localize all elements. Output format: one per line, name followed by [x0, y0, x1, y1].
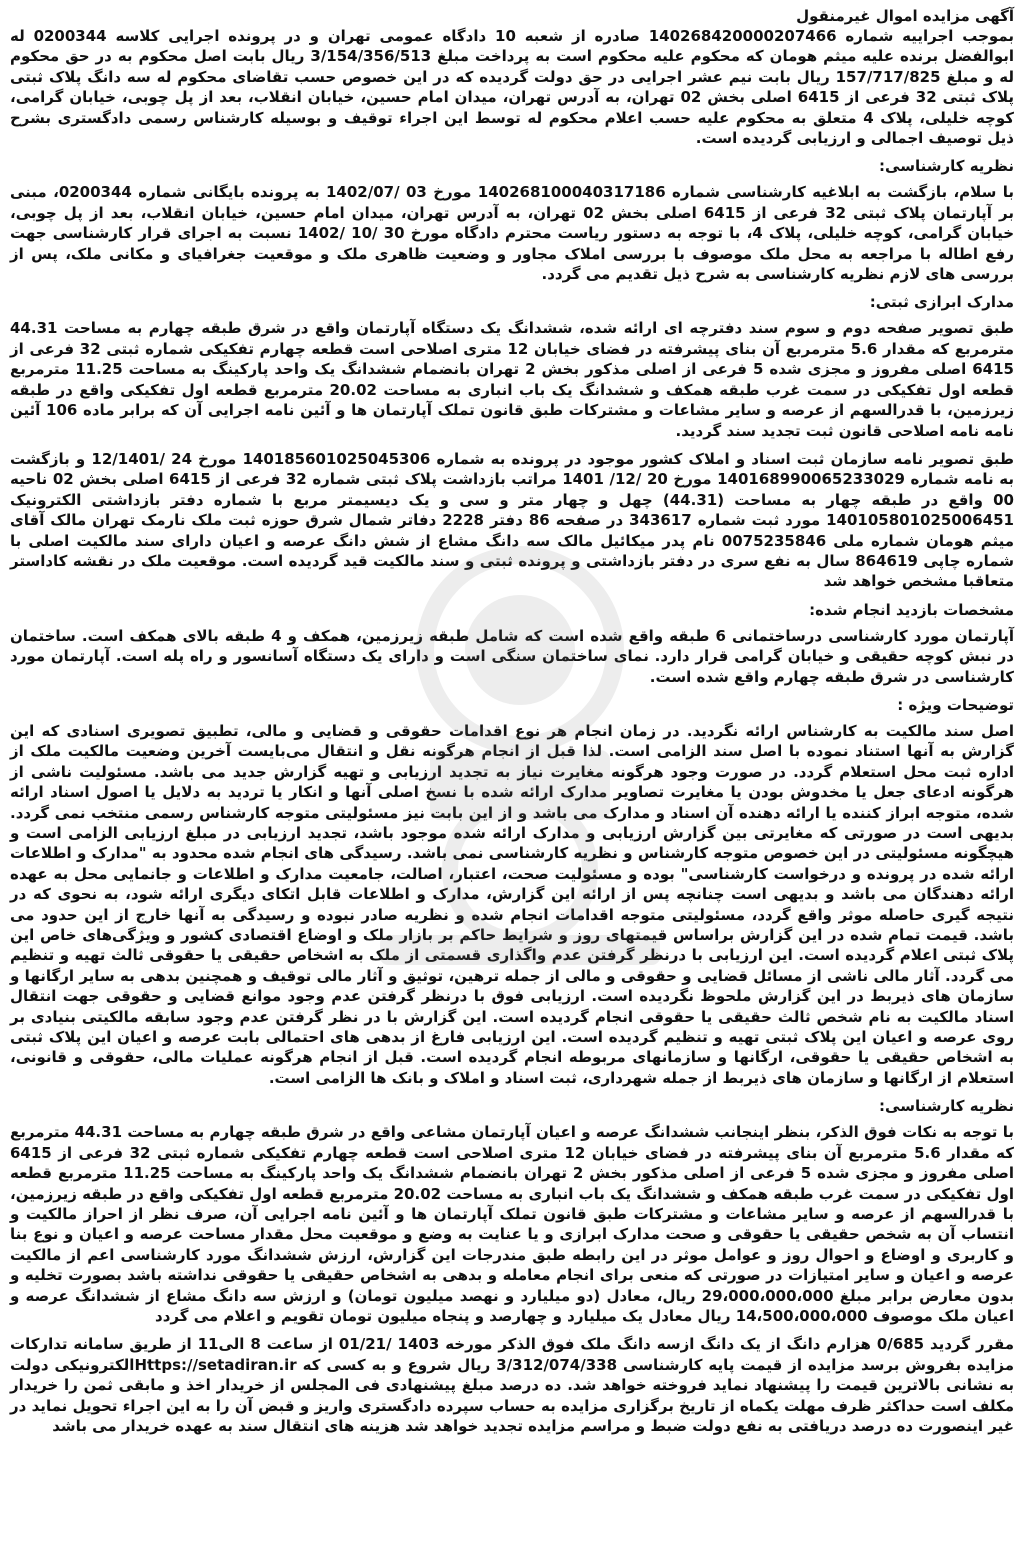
intro-paragraph: بموجب اجراییه شماره 140268420000207466 صادره از شعبه 10 دادگاه عمومی تهران و در پرونده اجرایی کلاسه 0200344 له ابوالفضل برنده علیه میثم هومان که محکوم علیه محکوم است به پرداخت مبلغ 3/154/356/513 ریال بابت اصل محکوم به در حق محکوم له و مبلغ 157/717/825 ریال بابت نیم عشر اجرایی در حق دولت گردیده که در این خصوص حسب تقاضای محکوم له سه دانگ پلاک ثبتی پلاک ثبتی 32 فرعی از 6415 اصلی بخش 02 تهران، به آدرس تهران، میدان امام حسین، خیابان انقلاب، بعد از پل چوبی، خیابان گرامی، کوچه خلیلی، پلاک 4 متعلق به محکوم علیه حسب اعلام محکوم له توسط این اجراء توقیف و بوسیله کارشناس رسمی دادگستری بشرح ذیل توصیف اجمالی و ارزیابی گردیده است. [10, 27, 1015, 148]
section-title: نظریه کارشناسی: [879, 157, 1014, 176]
section-paragraph: با توجه به نکات فوق الذکر، بنظر اینجانب ششدانگ عرصه و اعیان آپارتمان مشاعی واقع در شرق طبقه چهارم به مساحت 44.31 مترمربع که مقدار 5.6 مترمربع آن بنای پیشرفته در فضای خیابان 12 متری اصلاحی است قطعه چهارم تفکیکی شماره ثبتی 32 فرعی از 6415 اصلی مفروز و مجزی شده 5 فرعی از اصلی مذکور بخش 2 تهران بانضمام ششدانگ یک واحد پارکینگ به مساحت 11.25 مترمربع قطعه اول تفکیکی در سمت غرب طبقه همکف و ششدانگ یک باب انباری به مساحت 20.02 مترمربع قطعه اول تفکیکی واقع در طبقه زیرزمین، با قدرالسهم از عرصه و سایر مشاعات و مشترکات طبق قانون تملک آپارتمان ها و آئین نامه اجرایی آن، صرف نظر از احراز مالکیت و انتساب آن به شخص حقیقی یا حقوقی و صحت مدارک ابرازی و یا عنایت به وضع و موقعیت محل مقدار مساحت عرصه و اعیان و نوع بنا و کاربری و اوضاع و احوال روز و عوامل موثر در این رابطه طبق مندرجات این گزارش، ارزش ششدانگ مورد کارشناسی اعم از مالکیت عرصه و اعیان و سایر امتیازات در صورتی که منعی برای انجام معامله و بدهی به اشخاص حقیقی یا حقوقی نداشته باشد بصورت تخلیه و بدون معارض برابر مبلغ 29،000،000،000 ریال، معادل (دو میلیارد و نهصد میلیون تومان) و ارزش سه دانگ مشاع از ششدانگ عرصه و اعیان ملک موصوف 14،500،000،000 ریال معادل یک میلیارد و چهارصد و پنجاه میلیون تومان تقویم و اعلام می گردد [10, 1123, 1014, 1325]
closing-paragraph: مقرر گردید 0/685 هزارم دانگ از یک دانگ ازسه دانگ ملک فوق الذکر مورخه 1403 /01/21 از ساعت 8 الی11 از طریق سامانه تدارکات مزایده بفروش برسد مزایده از قیمت پایه کارشناسی 3/312/074/338 ریال شروع و به کسی که Https://setadiran.irالکترونیکی دولت به نشانی بالاترین قیمت را پیشنهاد نماید فروخته خواهد شد. ده درصد مبلغ پیشنهادی فی المجلس از خریدار اخذ و مابقی ثمن را خریدار مکلف است حداکثر ظرف مهلت یکماه از تاریخ برگزاری مزایده به حساب سپرده دادگستری واریز و قبض آن را به این اجراء تحویل نماید در غیر اینصورت ده درصد دریافتی به نفع دولت ضبط و مراسم مزایده تجدید خواهد شد هزینه های انتقال سند به عهده خریدار می باشد [10, 1335, 1015, 1435]
section-paragraph: اصل سند مالکیت به کارشناس ارائه نگردید. در زمان انجام هر نوع اقدامات حقوقی و قضایی و مالی، تطبیق تصویری اسنادی که این گزارش به آنها استناد نموده با اصل سند الزامی است. لذا قبل از انجام هرگونه نقل و انتقال می‌بایست آخرین وضعیت مالکیت ملک از اداره ثبت محل استعلام گردد. در صورت وجود هرگونه مغایرت نیاز به تجدید ارزیابی و تهیه گزارش جدید می باشد. مسئولیت ناشی از هرگونه ادعای جعل یا مخدوش بودن یا مغایرت تصاویر مدارک ارائه شده با نسخ اصلی آنها و انکار یا تردید به دلایل یا اصول اسناد ارائه شده، متوجه ابراز کننده یا ارائه دهنده آن اسناد و مدارک می باشد و از این بابت نیز مسئولیتی متوجه کارشناس رسمی منتخب نمی گردد. بدیهی است در صورتی که مغایرتی بین گزارش ارزیابی و مدارک ارائه شده موجود باشد، تجدید ارزیابی در مبلغ ارزیابی الزامی است و هیچگونه مسئولیتی در این خصوص متوجه کارشناس و نظریه کارشناسی نمی باشد. رسیدگی های انجام شده محدود به "مدارک و اطلاعات ارائه شده در پرونده و درخواست کارشناسی" بوده و مسئولیت صحت، اعتبار، اصالت، جامعیت مدارک و اطلاعات و جانمایی محل به عهده ارائه دهندگان می باشد و بدیهی است چنانچه پس از ارائه این گزارش، مدارک و اطلاعات قابل اتکای دیگری ارائه شود، به نحوی که در نتیجه گیری حاصله موثر واقع گردد، مسئولیتی متوجه اقدامات انجام شده و نظریه صادر نبوده و رسیدگی به آنها خارج از این حدود می باشد. قیمت تمام شده در این گزارش براساس قیمتهای روز و شرایط حاکم بر بازار ملک و اوضاع اقتصادی کشور و ویژگی‌های خاص این پلاک ثبتی اعلام گردیده است. این ارزیابی با درنظر گرفتن عدم واگذاری قسمتی از ملک به اشخاص حقیقی یا حقوقی ثالث تهیه و تنظیم می گردد. آثار مالی ناشی از مسائل قضایی و حقوقی و مالی از جمله ترهین، توثیق و آثار مالی توقیف و همچنین بدهی به سایر ارگانها و سازمان های ذیربط در این گزارش ملحوظ نگردیده است. ارزیابی فوق با درنظر گرفتن عدم وجود موانع قضایی و حقوقی جهت انتقال اسناد مالکیت به نام شخص ثالث حقیقی یا حقوقی انجام گردیده است. این گزارش با در نظر گرفتن عدم وجود سابقه مالکیتی بنیادی بر روی عرصه و اعیان این پلاک ثبتی تهیه و تنظیم گردیده است. این ارزیابی فارغ از بدهی های احتمالی بابت عرصه و اعیان این پلاک ثبتی به اشخاص حقیقی یا حقوقی، ارگانها و سازمانهای مربوطه انجام گردیده است. قبل از انجام هرگونه عملیات مالی، حقوقی و قانونی، استعلام از ارگانها و سازمان های ذیربط از جمله شهرداری، ثبت اسناد و املاک و بانک ها الزامی است. [10, 721, 1014, 1087]
section-paragraph: با سلام، بازگشت به ابلاغیه کارشناسی شماره 140268100040317186 مورخ 03 /1402/07 به پرونده بایگانی شماره 0200344، مبنی بر آپارتمان پلاک ثبتی 32 فرعی از 6415 اصلی بخش 02 تهران، به آدرس تهران، میدان امام حسین، خیابان انقلاب، بعد از پل چوبی، خیابان گرامی، کوچه خلیلی، پلاک 4، با توجه به دستور ریاست محترم دادگاه مورخ 30 /10 /1402 نسبت به اجرای قرار کارشناسی جهت رفع اطاله با مراجعه به محل ملک موصوف با بررسی املاک مجاور و وضعیت ظاهری ملک و موقعیت جغرافیای و مکانی ملک، پس از بررسی های لازم نظریه کارشناسی به شرح ذیل تقدیم می گردد. [10, 183, 1015, 284]
section-paragraph: طبق تصویر نامه سازمان ثبت اسناد و املاک کشور موجود در پرونده به شماره 140185601025045306 مورخ 24 /12/1401 و بازگشت به نامه شماره 140168990065233029 مورخ 20 /12/ 1401 مراتب بازداشت پلاک ثبتی شماره 32 فرعی از 6415 اصلی بخش 02 ناحیه 00 واقع در طبقه چهار به مساحت (44.31) چهل و چهار متر و سی و یک دیسیمتر مربع با شماره دفتر بازداشتی الکترونیک 140105801025006451 مورد ثبت شماره 343617 در صفحه 86 دفتر 2228 دفاتر شمال شرق حوزه ثبت ملک نارمک تهران مالک آقای میثم هومان شماره ملی 0075235846 نام پدر میکائیل مالک سه دانگ مشاع از شش دانگ عرصه و اعیان دارای سند مالکیت اصلی با شماره چاپی 864619 سال به نفع سری در دفتر بازداشتی و پرونده ثبتی و سند مالکیت قید گردیده است. موقعیت ملک در نقشه کاداستر متعاقبا مشخص خواهد شد [10, 449, 1015, 591]
section-special-notes [10, 695, 1014, 1088]
section-title: مدارک ابرازی ثبتی: [869, 293, 1014, 312]
section-registration-documents [10, 292, 1014, 591]
section-expert-opinion-1 [10, 156, 1014, 284]
section-paragraph: آپارتمان مورد کارشناسی درساختمانی 6 طبقه واقع شده است که شامل طبقه زیرزمین، همکف و 4 طبقه بالای همکف است. ساختمان در نبش کوچه حقیقی و خیابان گرامی قرار دارد. نمای ساختمان سنگی است و دارای یک دستگاه آسانسور و راه پله است. آپارتمان مورد کارشناسی در شرق طبقه چهارم واقع شده است. [10, 626, 1014, 686]
notice-title: آگهی مزایده اموال غیرمنقول [796, 7, 1014, 25]
section-visit-details [10, 600, 1014, 687]
section-paragraph: طبق تصویر صفحه دوم و سوم سند دفترچه ای ارائه شده، ششدانگ یک دستگاه آپارتمان واقع در شرق طبقه چهارم به مساحت 44.31 مترمربع که مقدار 5.6 مترمربع آن بنای پیشرفته در فضای خیابان 12 متری اصلاحی است قطعه چهارم تفکیکی شماره ثبتی 32 فرعی از 6415 اصلی مفروز و مجزی شده 5 فرعی از اصلی مذکور بخش 2 تهران بانضمام ششدانگ یک واحد پارکینگ به مساحت 11.25 مترمربع قطعه اول تفکیکی در سمت غرب طبقه همکف و ششدانگ یک باب انباری به مساحت 20.02 مترمربع قطعه اول تفکیکی واقع در طبقه زیرزمین، با قدرالسهم از عرصه و سایر مشاعات و مشترکات طبق قانون تملک آپارتمان ها و آئین نامه اجرایی آن که برابر ماده 106 آئین نامه نامه اصلاحی قانون ثبت تجدید سند گردید. [10, 319, 1015, 440]
section-title: نظریه کارشناسی: [879, 1097, 1014, 1116]
section-title: مشخصات بازدید انجام شده: [809, 600, 1014, 619]
section-title: توضیحات ویژه : [897, 695, 1014, 714]
section-expert-opinion-2 [10, 1096, 1014, 1326]
